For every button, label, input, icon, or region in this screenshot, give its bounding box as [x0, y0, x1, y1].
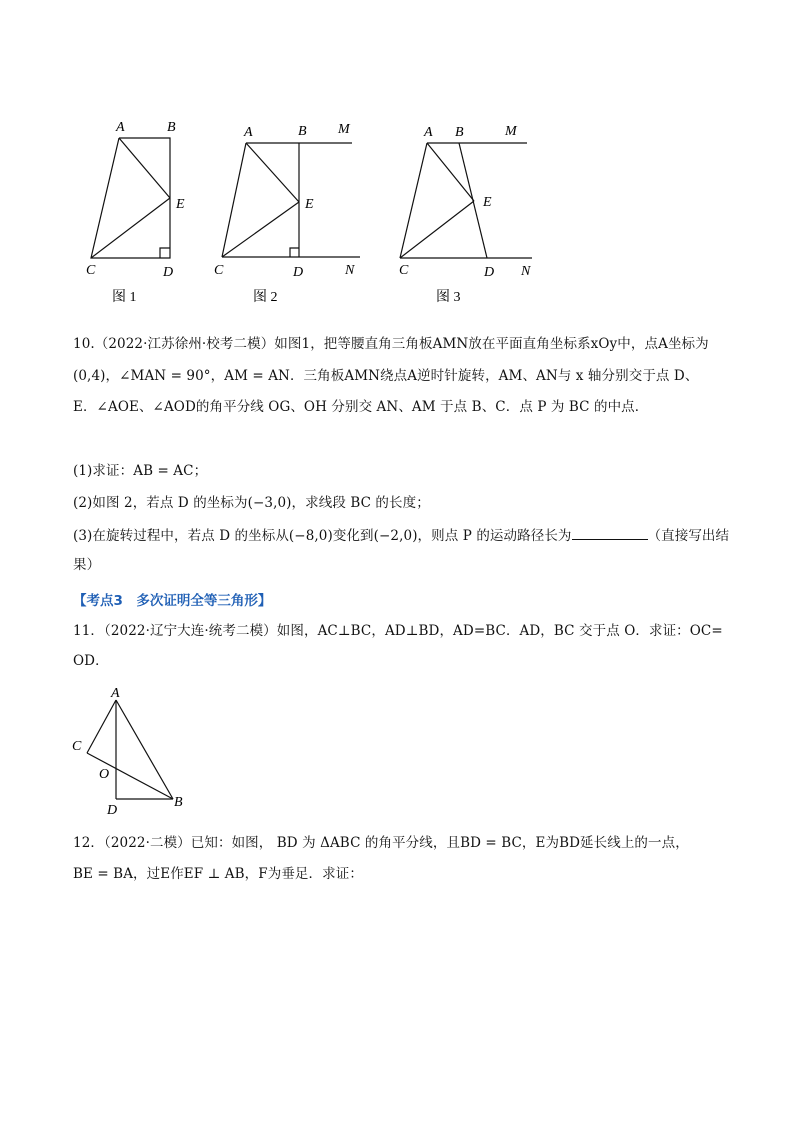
- q11-label-D: D: [107, 803, 118, 818]
- fig3-label-D: D: [484, 265, 495, 280]
- fig1-label-B: B: [167, 120, 176, 135]
- fig2-label-M: M: [338, 122, 350, 137]
- q11-line-2: OD．: [73, 653, 109, 669]
- fig1-label-C: C: [86, 263, 96, 278]
- fig1-label-E: E: [176, 197, 185, 212]
- q10-sub-1: (1)求证：AB = AC；: [73, 463, 208, 479]
- q11-label-B: B: [174, 795, 183, 810]
- q10-sub-2: (2)如图 2，若点 D 的坐标为(−3,0)，求线段 BC 的长度；: [73, 495, 430, 511]
- q10-sub-3: [73, 525, 733, 546]
- q11-label-A: A: [111, 686, 120, 701]
- fig2-label-D: D: [293, 265, 304, 280]
- figures-row: [0, 0, 794, 320]
- q10-sub-3-tail: （直接写出结: [647, 528, 730, 544]
- fig3-label-A: A: [424, 125, 433, 140]
- fig3-label-M: M: [505, 124, 517, 139]
- answer-blank[interactable]: [572, 525, 648, 540]
- q12-line-1: 12．（2022·二模）已知：如图， BD 为 ΔABC 的角平分线，且BD = BC，E为BD延长线上的一点，: [73, 835, 689, 851]
- section-heading: 【考点3 多次证明全等三角形】: [73, 593, 272, 609]
- fig3-label-C: C: [399, 263, 409, 278]
- fig1-label-A: A: [116, 120, 125, 135]
- fig2-label-C: C: [214, 263, 224, 278]
- fig3-label-E: E: [483, 195, 492, 210]
- figure-3: [400, 143, 532, 258]
- q11-label-C: C: [72, 739, 82, 754]
- fig1-caption: 图 1: [112, 290, 137, 305]
- q10-line-1: 10.（2022·江苏徐州·校考二模）如图1，把等腰直角三角板AMN放在平面直角坐标系xOy中，点A坐标为: [73, 336, 709, 352]
- fig1-label-D: D: [163, 265, 174, 280]
- figure-1: [91, 138, 170, 258]
- q10-sub-3-text: (3)在旋转过程中，若点 D 的坐标从(−8,0)变化到(−2,0)，则点 P 的运动路径长为: [73, 528, 572, 544]
- fig2-label-B: B: [298, 124, 307, 139]
- q11-figure: [65, 683, 205, 818]
- fig2-caption: 图 2: [253, 290, 278, 305]
- fig2-label-N: N: [345, 263, 355, 278]
- fig3-label-B: B: [455, 125, 464, 140]
- fig2-label-E: E: [305, 197, 314, 212]
- q10-sub-3-wrap: 果）: [73, 557, 101, 573]
- q11-label-O: O: [99, 767, 110, 782]
- fig2-label-A: A: [244, 125, 253, 140]
- fig3-caption: 图 3: [436, 290, 461, 305]
- q10-line-3: E．∠AOE、∠AOD的角平分线 OG、OH 分别交 AN、AM 于点 B、C．点 P 为 BC 的中点．: [73, 399, 649, 415]
- q12-line-2: BE = BA，过E作EF ⊥ AB，F为垂足．求证：: [73, 866, 363, 882]
- q11-line-1: 11．（2022·辽宁大连·统考二模）如图，AC⊥BC，AD⊥BD，AD=BC．AD，BC 交于点 O．求证：OC=: [73, 623, 723, 639]
- q10-line-2: (0,4)，∠MAN = 90°，AM = AN．三角板AMN绕点A逆时针旋转，AM、AN与 x 轴分别交于点 D、: [73, 368, 699, 384]
- figure-2: [222, 143, 360, 257]
- fig3-label-N: N: [521, 264, 531, 279]
